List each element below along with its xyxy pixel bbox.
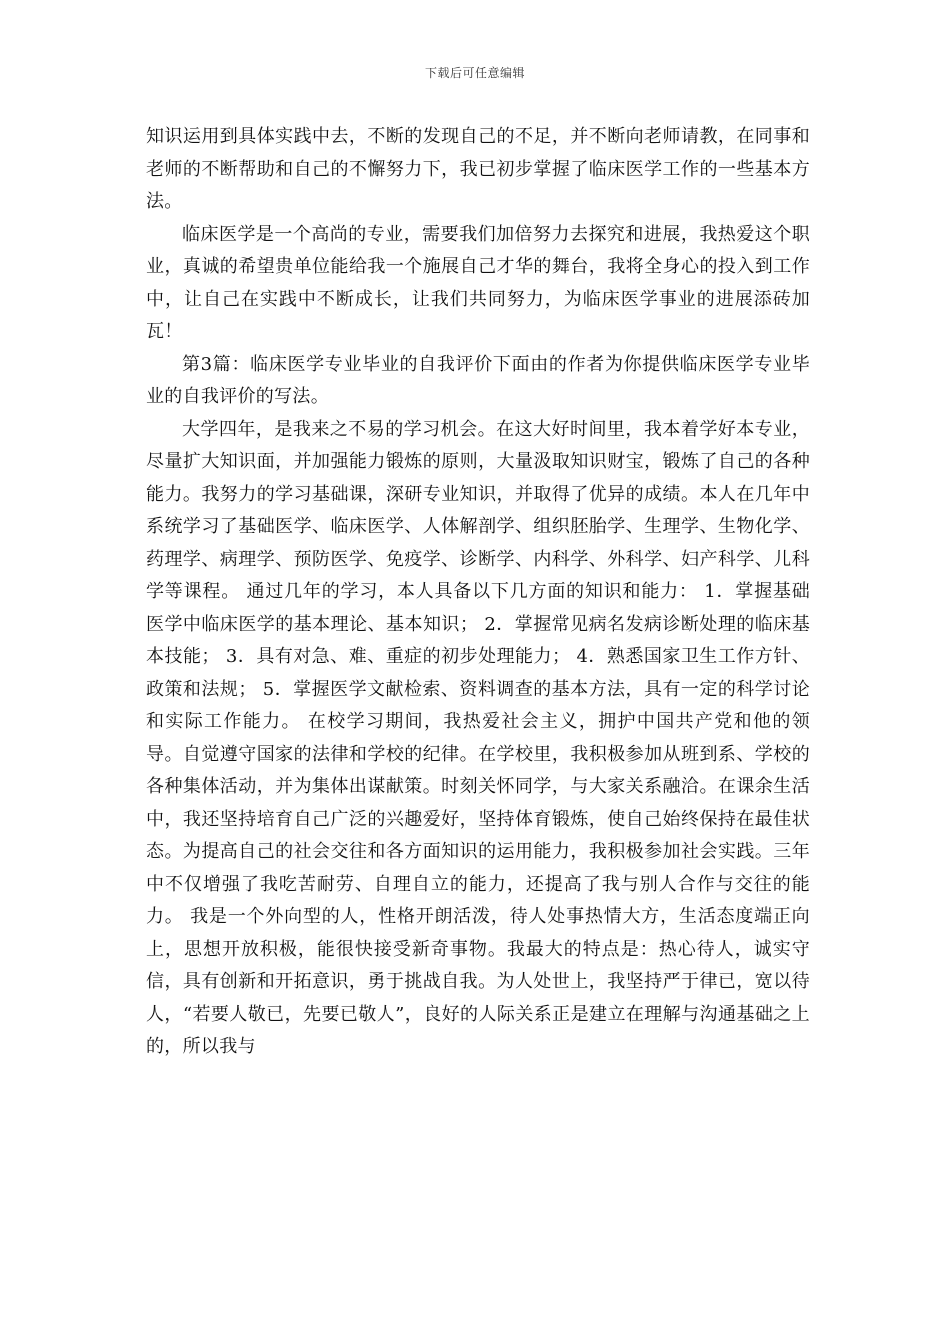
page-header: 下载后可任意编辑 — [424, 66, 525, 80]
paragraph-article-title: 第3篇：临床医学专业毕业的自我评价下面由的作者为你提供临床医学专业毕业的自我评价的写法。 — [146, 353, 810, 407]
document-body — [146, 121, 810, 1064]
paragraph-self-evaluation: 大学四年，是我来之不易的学习机会。在这大好时间里，我本着学好本专业，尽量扩大知识面，并加强能力锻炼的原则，大量汲取知识财宝，锻炼了自己的各种能力。我努力的学习基础课，深研专业知识，并取得了优异的成绩。本人在几年中系统学习了基础医学、临床医学、人体解剖学、组织胚胎学、生理学、生物化学、药理学、病理学、预防医学、免疫学、诊断学、内科学、外科学、妇产科学、儿科学等课程。 通过几年的学习，本人具备以下几方面的知识和能力： 1．掌握基础医学中临床医学的基本理论、基本知识； 2．掌握常见病名发病诊断处理的临床基本技能； 3．具有对急、难、重症的初步处理能力； 4．熟悉国家卫生工作方针、政策和法规； 5．掌握医学文献检索、资料调查的基本方法，具有一定的科学讨论和实际工作能力。 在校学习期间，我热爱社会主义，拥护中国共产党和他的领导。自觉遵守国家的法律和学校的纪律。在学校里，我积极参加从班到系、学校的各种集体活动，并为集体出谋献策。时刻关怀同学，与大家关系融洽。在课余生活中，我还坚持培育自己广泛的兴趣爱好，坚持体育锻炼，使自己始终保持在最佳状态。为提高自己的社会交往和各方面知识的运用能力，我积极参加社会实践。三年中不仅增强了我吃苦耐劳、自理自立的能力，还提高了我与别人合作与交往的能力。 我是一个外向型的人，性格开朗活泼，待人处事热情大方，生活态度端正向上，思想开放积极，能很快接受新奇事物。我最大的特点是：热心待人，诚实守信，具有创新和开拓意识，勇于挑战自我。为人处世上，我坚持严于律已，宽以待人，“若要人敬已，先要已敬人”，良好的人际关系正是建立在理解与沟通基础之上的，所以我与 — [146, 418, 810, 1057]
paragraph-continuation: 知识运用到具体实践中去，不断的发现自己的不足，并不断向老师请教，在同事和老师的不断帮助和自己的不懈努力下，我已初步掌握了临床医学工作的一些基本方法。 — [146, 126, 810, 212]
paragraph-career-statement: 临床医学是一个高尚的专业，需要我们加倍努力去探究和进展，我热爱这个职业，真诚的希望贵单位能给我一个施展自己才华的舞台，我将全身心的投入到工作中，让自己在实践中不断成长，让我们共同努力，为临床医学事业的进展添砖加瓦！ — [146, 223, 810, 342]
